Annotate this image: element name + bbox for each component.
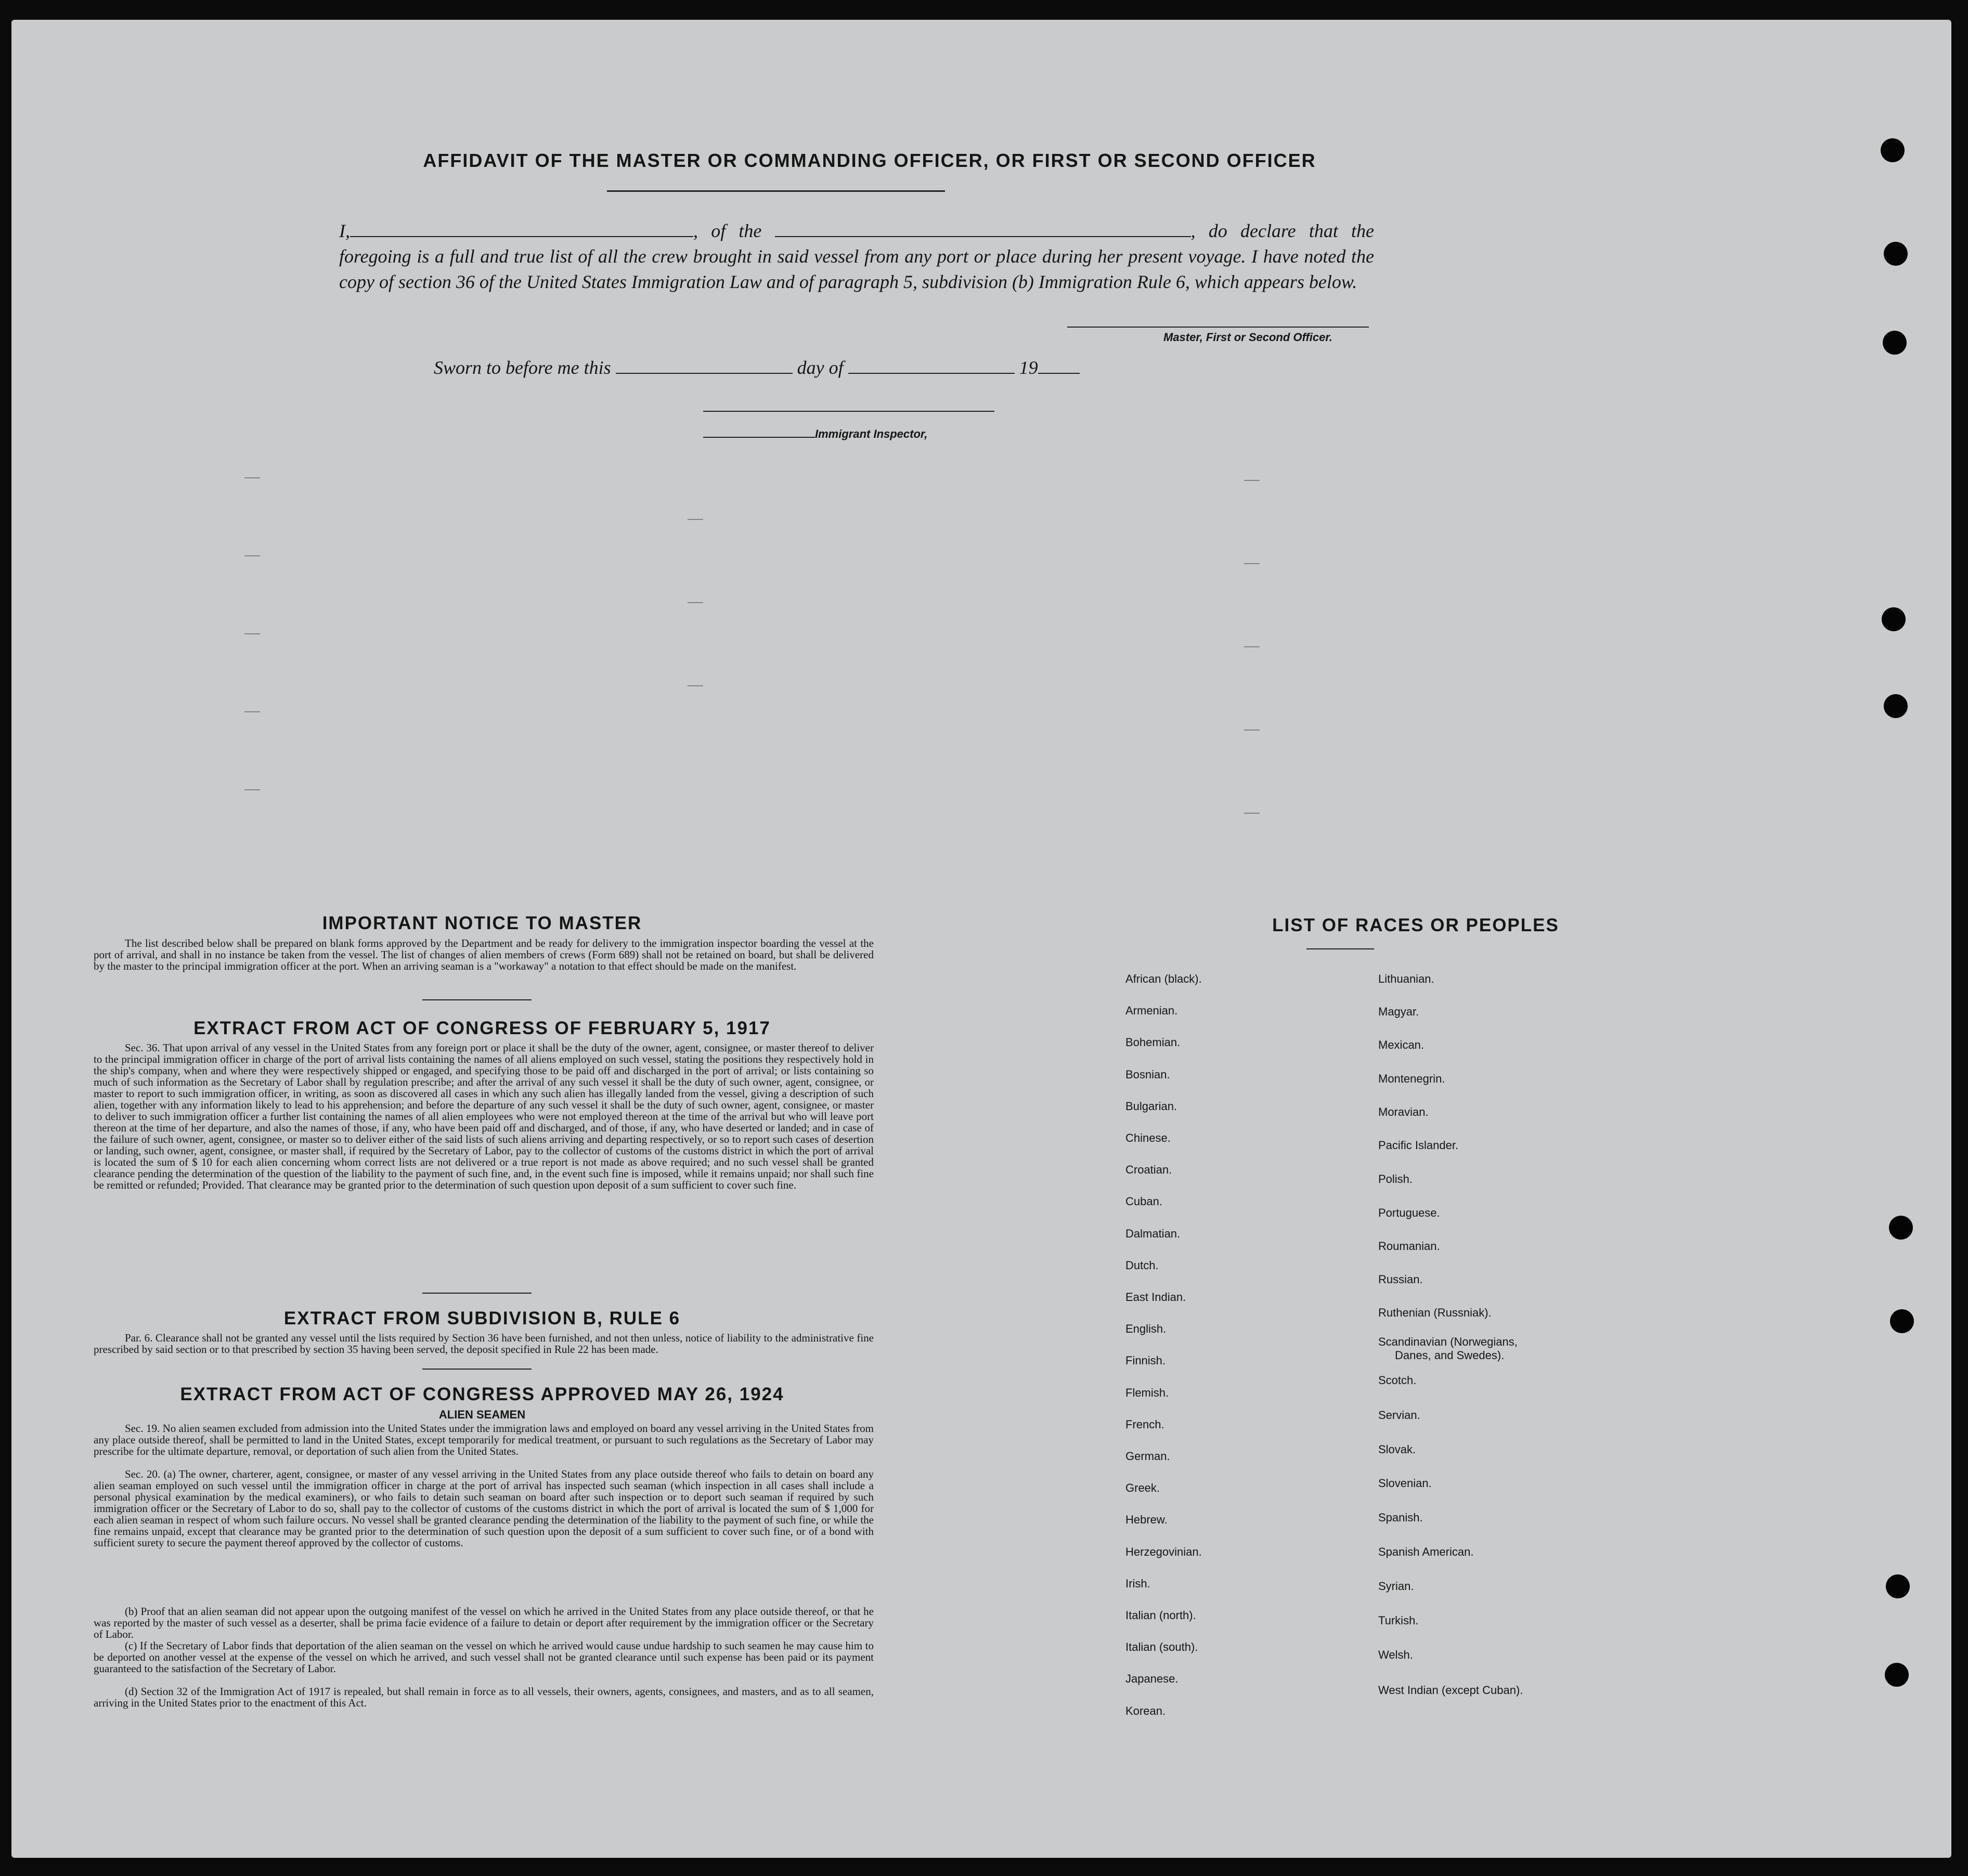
race-item: East Indian. (1125, 1291, 1186, 1304)
inspector-label: Immigrant Inspector, (815, 427, 928, 440)
day-blank[interactable] (616, 357, 793, 374)
race-item: Armenian. (1125, 1004, 1178, 1017)
sec20b-text: (b) Proof that an alien seaman did not appear upon the outgoing manifest of the vessel on which he arrived in the United States from any place outside thereof, or that he was reported by the master of such vessel as a deserter, shall be prima facie evidence of a failure to detain or deport after requirement by the immigration officer or the Secretary of Labor. (94, 1605, 874, 1640)
race-item: Slovak. (1378, 1443, 1416, 1456)
extract-1917-title: EXTRACT FROM ACT OF CONGRESS OF FEBRUARY 5, 1917 (193, 1018, 771, 1038)
vessel-blank[interactable] (775, 220, 1191, 237)
race-item: Bosnian. (1125, 1068, 1170, 1081)
binder-hole (1883, 331, 1907, 355)
race-item: Italian (south). (1125, 1640, 1198, 1653)
race-item: French. (1125, 1418, 1164, 1431)
race-item: Herzegovinian. (1125, 1545, 1202, 1558)
affidavit-declaration (339, 218, 1374, 295)
race-item: Mexican. (1378, 1038, 1425, 1051)
race-item: Lithuanian. (1378, 972, 1434, 985)
notice-rule (422, 999, 532, 1000)
race-item: Syrian. (1378, 1580, 1414, 1593)
rule6-rule (422, 1369, 532, 1370)
race-item: Dutch. (1125, 1259, 1159, 1272)
notice-title: IMPORTANT NOTICE TO MASTER (322, 913, 642, 933)
binder-hole (1885, 1663, 1909, 1687)
affidavit-of-the: , of the (693, 220, 762, 241)
race-item: Welsh. (1378, 1648, 1413, 1661)
master-signature-line[interactable] (1067, 327, 1369, 328)
races-rule (1306, 948, 1374, 949)
race-item: Magyar. (1378, 1005, 1419, 1018)
race-item: Turkish. (1378, 1614, 1419, 1627)
race-item: Moravian. (1378, 1105, 1429, 1118)
sec20c-text: (c) If the Secretary of Labor finds that deportation of the alien seaman on the vessel on which he arrived would cause undue hardship to such seamen he may cause him to be deported on another vessel at the expense of the vessel on which he arrived, and such vessel shall not be granted clearance until such expense has been paid or its payment guaranteed to the satisfaction of the Secretary of Labor. (94, 1639, 874, 1675)
affidavit-i: I, (339, 220, 350, 241)
race-item: Russian. (1378, 1273, 1423, 1286)
race-item: Japanese. (1125, 1672, 1179, 1685)
race-item: Servian. (1378, 1409, 1420, 1422)
race-item: Ruthenian (Russniak). (1378, 1306, 1492, 1319)
race-item: Scandinavian (Norwegians, (1378, 1335, 1518, 1348)
race-item: Finnish. (1125, 1354, 1166, 1367)
inspector-line-short (703, 437, 815, 438)
year-blank[interactable] (1038, 357, 1080, 374)
inspector-signature-line[interactable] (703, 411, 994, 412)
race-item: Bohemian. (1125, 1036, 1181, 1049)
year-prefix: 19 (1019, 357, 1038, 378)
race-item: Slovenian. (1378, 1477, 1432, 1490)
race-item: Danes, and Swedes). (1395, 1349, 1505, 1362)
race-item: African (black). (1125, 972, 1202, 985)
race-item: Croatian. (1125, 1163, 1172, 1176)
extract-1924-title: EXTRACT FROM ACT OF CONGRESS APPROVED MAY 26, 1924 (180, 1384, 784, 1404)
race-item: Italian (north). (1125, 1609, 1196, 1622)
race-item: Dalmatian. (1125, 1227, 1181, 1240)
race-item: Portuguese. (1378, 1206, 1440, 1219)
title-underline (607, 190, 945, 192)
affidavit-title: AFFIDAVIT OF THE MASTER OR COMMANDING OFFICER, OR FIRST OR SECOND OFFICER (423, 150, 1316, 171)
race-item: Cuban. (1125, 1195, 1162, 1208)
race-item: Chinese. (1125, 1131, 1171, 1144)
race-item: Montenegrin. (1378, 1072, 1445, 1085)
sec20a-text: Sec. 20. (a) The owner, charterer, agent, consignee, or master of any vessel arriving in the United States from any place outside thereof who fails to detain on board any alien seaman employed on such vessel until the immigration officer in charge at the port of arrival has inspected such seaman (which inspection in all cases shall include a personal physical examination by the medical examiners), or who fails to detain such seaman on board after such inspection or to deport such seaman if required by such immigration officer or the Secretary of Labor to do so, shall pay to the collector of customs of the customs district in which the port of arrival is located the sum of $ 1,000 for each alien seaman in respect of whom such failure occurs. No vessel shall be granted clearance pending the determination of the liability to the payment of such fine, or while the fine remains unpaid, except that clearance may be granted prior to the determination of such question upon the deposit of a sum sufficient to cover such fine, or of a bond with sufficient surety to secure the payment thereof approved by the collector of customs. (94, 1468, 874, 1549)
extract-1917-rule (422, 1293, 532, 1294)
month-blank[interactable] (848, 357, 1015, 374)
race-item: Polish. (1378, 1172, 1413, 1185)
race-item: Pacific Islander. (1378, 1139, 1459, 1152)
race-item: Flemish. (1125, 1386, 1169, 1399)
race-item: Bulgarian. (1125, 1100, 1177, 1113)
race-item: English. (1125, 1322, 1167, 1335)
race-item: Greek. (1125, 1481, 1160, 1494)
extract-1917-text: Sec. 36. That upon arrival of any vessel in the United States from any foreign port or place it shall be the duty of the owner, agent, consignee, or master thereof to deliver to the principal immigration officer in charge of the port of arrival lists containing the names of all aliens employed on such vessel, stating the positions they respectively hold in the ship's company, when and where they were respectively shipped or engaged, and specifying those to be paid off and discharged in the port of arrival; or lists containing so much of such information as the Secretary of Labor shall by regulation prescribe; and after the arrival of any such vessel it shall be the duty of such owner, agent, consignee, or master to report to such immigration officer, in writing, as soon as discovered all cases in which any such alien has illegally landed from the vessel, giving a description of such alien, together with any information likely to lead to his apprehension; and before the departure of any such vessel it shall be the duty of such owner, agent, consignee, or master to deliver to such immigration officer a further list containing the names of all alien employees who were not employed thereon at the time of the arrival but who will leave port thereon at the time of her departure, and also the names of those, if any, who have been paid off and discharged, and of those, if any, who have deserted or landed; and in case of the failure of such owner, agent, consignee, or master so to deliver either of the said lists of such aliens arriving and departing respectively, or so to report such cases of desertion or landing, such owner, agent, consignee, or master shall, if required by the Secretary of Labor, pay to the collector of customs of the customs district in which the port of arrival is located the sum of $ 10 for each alien concerning whom correct lists are not delivered or a true report is not made as above required; and no such vessel shall be granted clearance pending the determination of the question of the liability to the payment of such fine, and, in the event such fine is imposed, while it remains unpaid; nor shall such fine be remitted or refunded; Provided. That clearance may be granted prior to the determination of such question upon deposit of a sum sufficient to cover such fine. (94, 1041, 874, 1191)
rule6-title: EXTRACT FROM SUBDIVISION B, RULE 6 (283, 1308, 681, 1328)
race-item: Irish. (1125, 1577, 1150, 1590)
day-of-label: day of (797, 357, 844, 378)
race-item: West Indian (except Cuban). (1378, 1684, 1523, 1697)
race-item: Roumanian. (1378, 1240, 1440, 1253)
name-blank[interactable] (350, 220, 693, 237)
binder-hole (1884, 694, 1908, 718)
sec19-text: Sec. 19. No alien seamen excluded from admission into the United States under the immigration laws and employed on board any vessel arriving in the United States from any place outside thereof, shall be permitted to land in the United States, except temporarily for medical treatment, or pursuant to such regulations as the Secretary of Labor may prescribe for the ultimate departure, removal, or deportation of such alien from the United States. (94, 1422, 874, 1457)
race-item: Spanish. (1378, 1511, 1423, 1524)
binder-hole (1889, 1216, 1913, 1240)
binder-hole (1886, 1574, 1910, 1598)
master-label: Master, First or Second Officer. (1163, 331, 1332, 344)
races-title: LIST OF RACES OR PEOPLES (1272, 915, 1559, 935)
race-item: German. (1125, 1450, 1170, 1463)
race-item: Hebrew. (1125, 1513, 1168, 1526)
binder-hole (1884, 242, 1908, 266)
notice-text: The list described below shall be prepared on blank forms approved by the Department and be ready for delivery to the immigration inspector boarding the vessel at the port of arrival, and shall in no instance be taken from the vessel. The list of changes of alien members of crews (Form 689) shall not be retained on board, but shall be delivered by the master to the principal immigration officer at the port. When an arriving seaman is a "workaway" a notation to that effect should be made on the manifest. (94, 937, 874, 972)
binder-hole (1890, 1309, 1914, 1333)
affidavit-do-declare: , do declare (1190, 220, 1296, 241)
sec20d-text: (d) Section 32 of the Immigration Act of 1917 is repealed, but shall remain in force as to all vessels, their owners, agents, consignees, and masters, and as to all seamen, arriving in the United States prior to the enactment of this Act. (94, 1685, 874, 1709)
race-item: Spanish American. (1378, 1545, 1474, 1558)
form-sheet (11, 20, 1951, 1858)
race-item: Korean. (1125, 1704, 1166, 1717)
rule6-text: Par. 6. Clearance shall not be granted any vessel until the lists required by Section 36 have been furnished, and not then unless, notice of liability to the administrative fine prescribed by said section or to that prescribed by section 35 having been served, the deposit specified in Rule 22 has been made. (94, 1332, 874, 1356)
binder-hole (1881, 138, 1905, 162)
declaration-text: that the foregoing is a full and true list of all the crew brought in said vessel from any port or place during her present voyage. I have noted the copy of section 36 of the United States Immigration Law and of paragraph 5, subdivision (b) Immigration Rule 6, which appears below. (339, 220, 1374, 292)
alien-seamen-subtitle: ALIEN SEAMEN (438, 1408, 526, 1421)
sworn-prefix: Sworn to before me this (434, 357, 611, 378)
binder-hole (1882, 607, 1906, 631)
race-item: Scotch. (1378, 1374, 1417, 1387)
sworn-line (434, 357, 1080, 379)
